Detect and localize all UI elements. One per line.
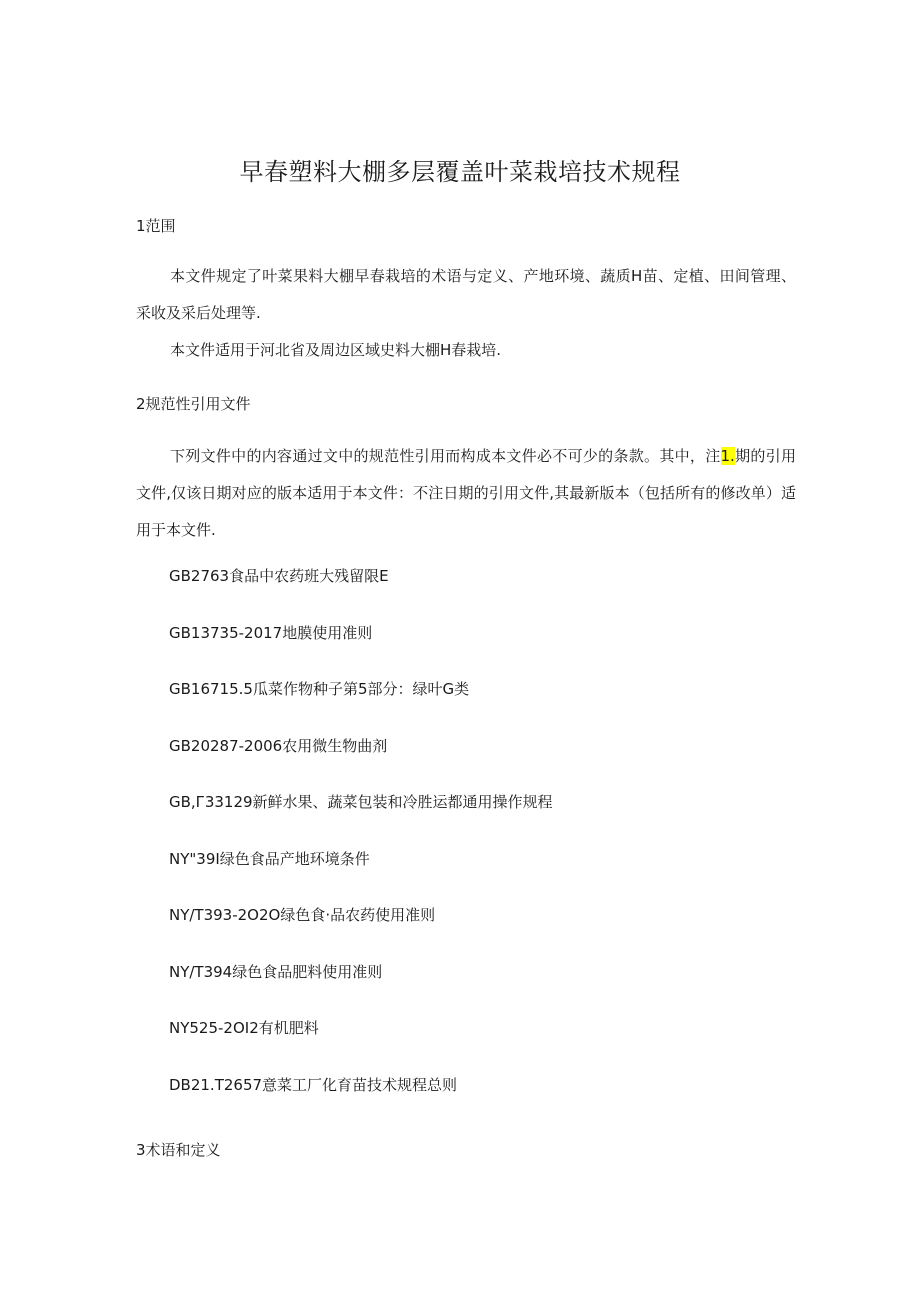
reference-item: NY/T394绿色食品肥料使用准则 — [169, 962, 383, 981]
reference-item: GB2763食品中农药班大残留限E — [169, 567, 389, 585]
reference-item: NY525-2OI2有机肥料 — [169, 1019, 319, 1037]
scope-paragraph-2: 本文件适用于河北省及周边区域史料大棚H春栽培. — [170, 341, 502, 359]
reference-item: GB20287-2006农用微生物曲剂 — [169, 736, 388, 755]
reference-item: GB16715.5瓜菜作物种子第5部分：绿叶G类 — [169, 680, 470, 698]
section-heading-scope: 1范围 — [136, 217, 176, 235]
document-title: 早春塑料大棚多层覆盖叶菜栽培技术规程 — [239, 158, 681, 186]
reference-item: GB,Г33129新鲜水果、蔬菜包装和冷胜运都通用操作规程 — [169, 793, 553, 811]
highlighted-text: 1. — [720, 447, 735, 465]
section-heading-terms-definitions: 3术语和定义 — [136, 1141, 221, 1159]
reference-item: NY/T393-2O2O绿色食·品农药使用准则 — [169, 906, 436, 924]
reference-item: GB13735-2017地膜使用准则 — [169, 623, 373, 642]
normative-references-intro — [136, 438, 796, 549]
intro-text-after: 期的引用文件,仅该日期对应的版本适用于本文件：不注日期的引用文件,其最新版本（包括所有的修改单）适用于本文件. — [136, 447, 796, 539]
reference-list — [169, 558, 553, 1123]
reference-item: NY"39I绿色食品产地环境条件 — [169, 849, 370, 868]
scope-paragraph-1: 本文件规定了叶菜果料大棚早春栽培的术语与定义、产地环境、蔬质H苗、定植、田间管理、采收及采后处理等. — [136, 267, 796, 322]
section-heading-normative-references: 2规范性引用文件 — [136, 395, 251, 413]
reference-item: DB21.T2657意菜工厂化育苗技术规程总则 — [169, 1075, 458, 1094]
intro-text-before: 下列文件中的内容通过文中的规范性引用而构成本文件必不可少的条款。其中，注 — [170, 447, 721, 465]
